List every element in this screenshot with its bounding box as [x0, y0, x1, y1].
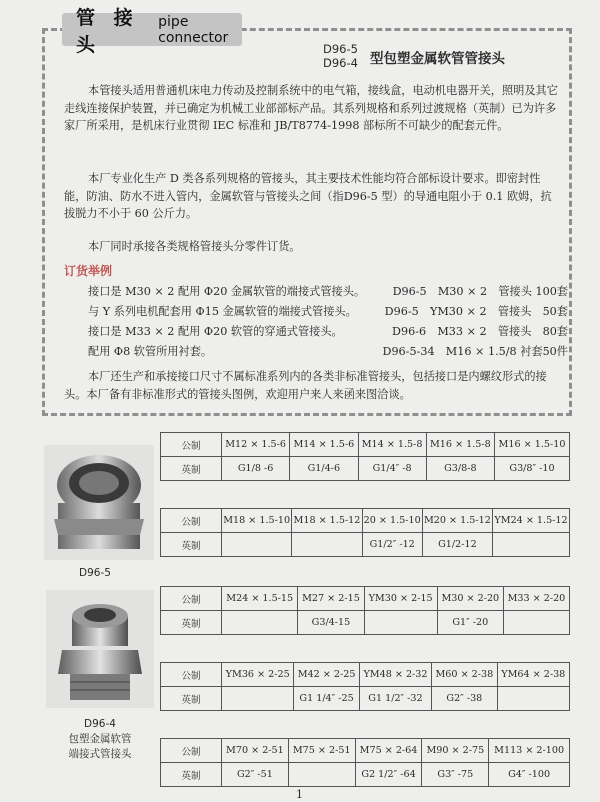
features-paragraph: 本厂专业化生产 D 类各系列规格的管接头，其主要技术性能均符合部标设计要求。即密封性能，防油、防水不进入管内，金属软管与管接头之间（指D96-5 型）的导通电阻小于 0.1 欧姆，抗拔脱力不小于 60 公斤力。	[64, 172, 552, 220]
metric-cell: M33 × 2-20	[503, 587, 569, 611]
model-codes	[323, 42, 358, 70]
imperial-cell: G1/4-6	[290, 457, 358, 481]
imperial-cell: G3″ -75	[422, 763, 489, 787]
intro-paragraph: 本管接头适用普通机床电力传动及控制系统中的电气箱，接线盒，电动机电器开关，照明及其它走线连接保护装置，并已确定为机械工业部部标产品。其系列规格和系列过渡规格（英制）已为许多家厂所采用，是机床行业贯彻 IEC 标准和 JB/T8774-1998 部标所不可缺少的配套元件。	[64, 84, 558, 132]
metric-row	[161, 587, 570, 611]
metric-cell: M113 × 2-100	[489, 739, 570, 763]
imperial-row	[161, 687, 570, 711]
page-number: 1	[296, 788, 303, 801]
imperial-label: 英制	[161, 457, 222, 481]
metric-cell: YM36 × 2-25	[222, 663, 294, 687]
metric-row	[161, 739, 570, 763]
connector-d96-4-image	[46, 590, 154, 708]
metric-label: 公制	[161, 663, 222, 687]
imperial-cell	[222, 533, 292, 557]
caption-line: D96-4	[84, 718, 116, 730]
imperial-cell	[288, 763, 355, 787]
imperial-cell	[497, 687, 569, 711]
spec-table-2	[160, 508, 570, 557]
header-title-en: pipe connector	[158, 13, 229, 46]
spec-table-1	[160, 432, 570, 481]
imperial-cell	[292, 533, 362, 557]
imperial-cell: G3/4-15	[298, 611, 364, 635]
caption-line: 端接式管接头	[68, 748, 132, 760]
spec-table-4	[160, 662, 570, 711]
metric-row	[161, 509, 570, 533]
imperial-cell: G1/2-12	[422, 533, 492, 557]
imperial-cell: G1 1/4″ -25	[294, 687, 359, 711]
model-code: D96-5	[323, 42, 358, 56]
order-example	[88, 342, 568, 362]
imperial-cell	[493, 533, 570, 557]
metric-cell: M16 × 1.5-10	[495, 433, 570, 457]
section-header	[62, 6, 242, 56]
metric-cell: 20 × 1.5-10	[362, 509, 422, 533]
imperial-cell: G2 1/2″ -64	[355, 763, 422, 787]
metric-cell: M42 × 2-25	[294, 663, 359, 687]
order-examples-title: 订货举例	[64, 264, 113, 278]
metric-cell: M16 × 1.5-8	[426, 433, 494, 457]
order-example	[88, 322, 568, 342]
metric-cell: YM64 × 2-38	[497, 663, 569, 687]
imperial-row	[161, 611, 570, 635]
order-example-desc: 接口是 M30 × 2 配用 Φ20 金属软管的端接式管接头。	[88, 285, 366, 298]
imperial-row	[161, 533, 570, 557]
metric-row	[161, 433, 570, 457]
metric-cell: M14 × 1.5-6	[290, 433, 358, 457]
metric-cell: M12 × 1.5-6	[222, 433, 290, 457]
order-example	[88, 282, 568, 302]
product-photo-d96-5	[44, 445, 154, 560]
imperial-cell: G2″ -51	[222, 763, 289, 787]
imperial-row	[161, 763, 570, 787]
metric-cell: M24 × 1.5-15	[222, 587, 298, 611]
closing-paragraph: 本厂还生产和承接接口尺寸不属标准系列内的各类非标准管接头，包括接口是内螺纹形式的接头。本厂备有非标准形式的管接头图例，欢迎用户来人来函来图洽谈。	[64, 370, 547, 401]
imperial-cell: G1″ -20	[437, 611, 503, 635]
imperial-cell	[364, 611, 437, 635]
caption-d96-5: D96-5	[79, 567, 111, 579]
imperial-cell: G3/8″ -10	[495, 457, 570, 481]
imperial-cell: G1/4″ -8	[358, 457, 426, 481]
spec-table-3	[160, 586, 570, 635]
model-title: 型包塑金属软管管接头	[370, 51, 505, 67]
metric-cell: M75 × 2-51	[288, 739, 355, 763]
imperial-cell: G4″ -100	[489, 763, 570, 787]
metric-label: 公制	[161, 739, 222, 763]
imperial-cell	[503, 611, 569, 635]
header-title-zh: 管 接 头	[76, 6, 139, 56]
metric-cell: M90 × 2-75	[422, 739, 489, 763]
metric-cell: M14 × 1.5-8	[358, 433, 426, 457]
imperial-cell: G3/8-8	[426, 457, 494, 481]
metric-cell: YM24 × 1.5-12	[493, 509, 570, 533]
metric-cell: YM48 × 2-32	[359, 663, 431, 687]
metric-label: 公制	[161, 587, 222, 611]
imperial-cell: G1/2″ -12	[362, 533, 422, 557]
metric-cell: M30 × 2-20	[437, 587, 503, 611]
model-code: D96-4	[323, 56, 358, 70]
product-photo-d96-4	[46, 590, 154, 708]
order-example-code: D96-6 M33 × 2 管接头 80套	[392, 325, 568, 338]
parts-order-paragraph: 本厂同时承接各类规格管接头分零件订货。	[88, 240, 301, 253]
metric-cell: M18 × 1.5-10	[222, 509, 292, 533]
caption-d96-4	[50, 717, 150, 762]
metric-row	[161, 663, 570, 687]
spec-table-5	[160, 738, 570, 787]
metric-cell: M75 × 2-64	[355, 739, 422, 763]
caption-line: 包塑金属软管	[68, 733, 132, 745]
imperial-cell	[222, 687, 294, 711]
imperial-cell	[222, 611, 298, 635]
metric-cell: M70 × 2-51	[222, 739, 289, 763]
connector-d96-5-image	[44, 445, 154, 560]
order-examples-list	[88, 282, 568, 362]
order-example-desc: 接口是 M33 × 2 配用 Φ20 软管的穿通式管接头。	[88, 325, 343, 338]
order-example-desc: 配用 Φ8 软管所用衬套。	[88, 345, 213, 358]
metric-cell: M20 × 1.5-12	[422, 509, 492, 533]
imperial-cell: G1/8 -6	[222, 457, 290, 481]
imperial-label: 英制	[161, 687, 222, 711]
imperial-label: 英制	[161, 611, 222, 635]
imperial-cell: G2″ -38	[432, 687, 497, 711]
metric-cell: M27 × 2-15	[298, 587, 364, 611]
imperial-label: 英制	[161, 533, 222, 557]
order-example	[88, 302, 568, 322]
metric-cell: M18 × 1.5-12	[292, 509, 362, 533]
order-example-desc: 与 Y 系列电机配套用 Φ15 金属软管的端接式管接头。	[88, 305, 357, 318]
metric-label: 公制	[161, 509, 222, 533]
imperial-label: 英制	[161, 763, 222, 787]
imperial-cell: G1 1/2″ -32	[359, 687, 431, 711]
imperial-row	[161, 457, 570, 481]
metric-label: 公制	[161, 433, 222, 457]
order-example-code: D96-5 YM30 × 2 管接头 50套	[384, 305, 568, 318]
metric-cell: YM30 × 2-15	[364, 587, 437, 611]
order-example-code: D96-5 M30 × 2 管接头 100套	[392, 285, 568, 298]
order-example-code: D96-5-34 M16 × 1.5/8 衬套50件	[382, 345, 568, 358]
metric-cell: M60 × 2-38	[432, 663, 497, 687]
